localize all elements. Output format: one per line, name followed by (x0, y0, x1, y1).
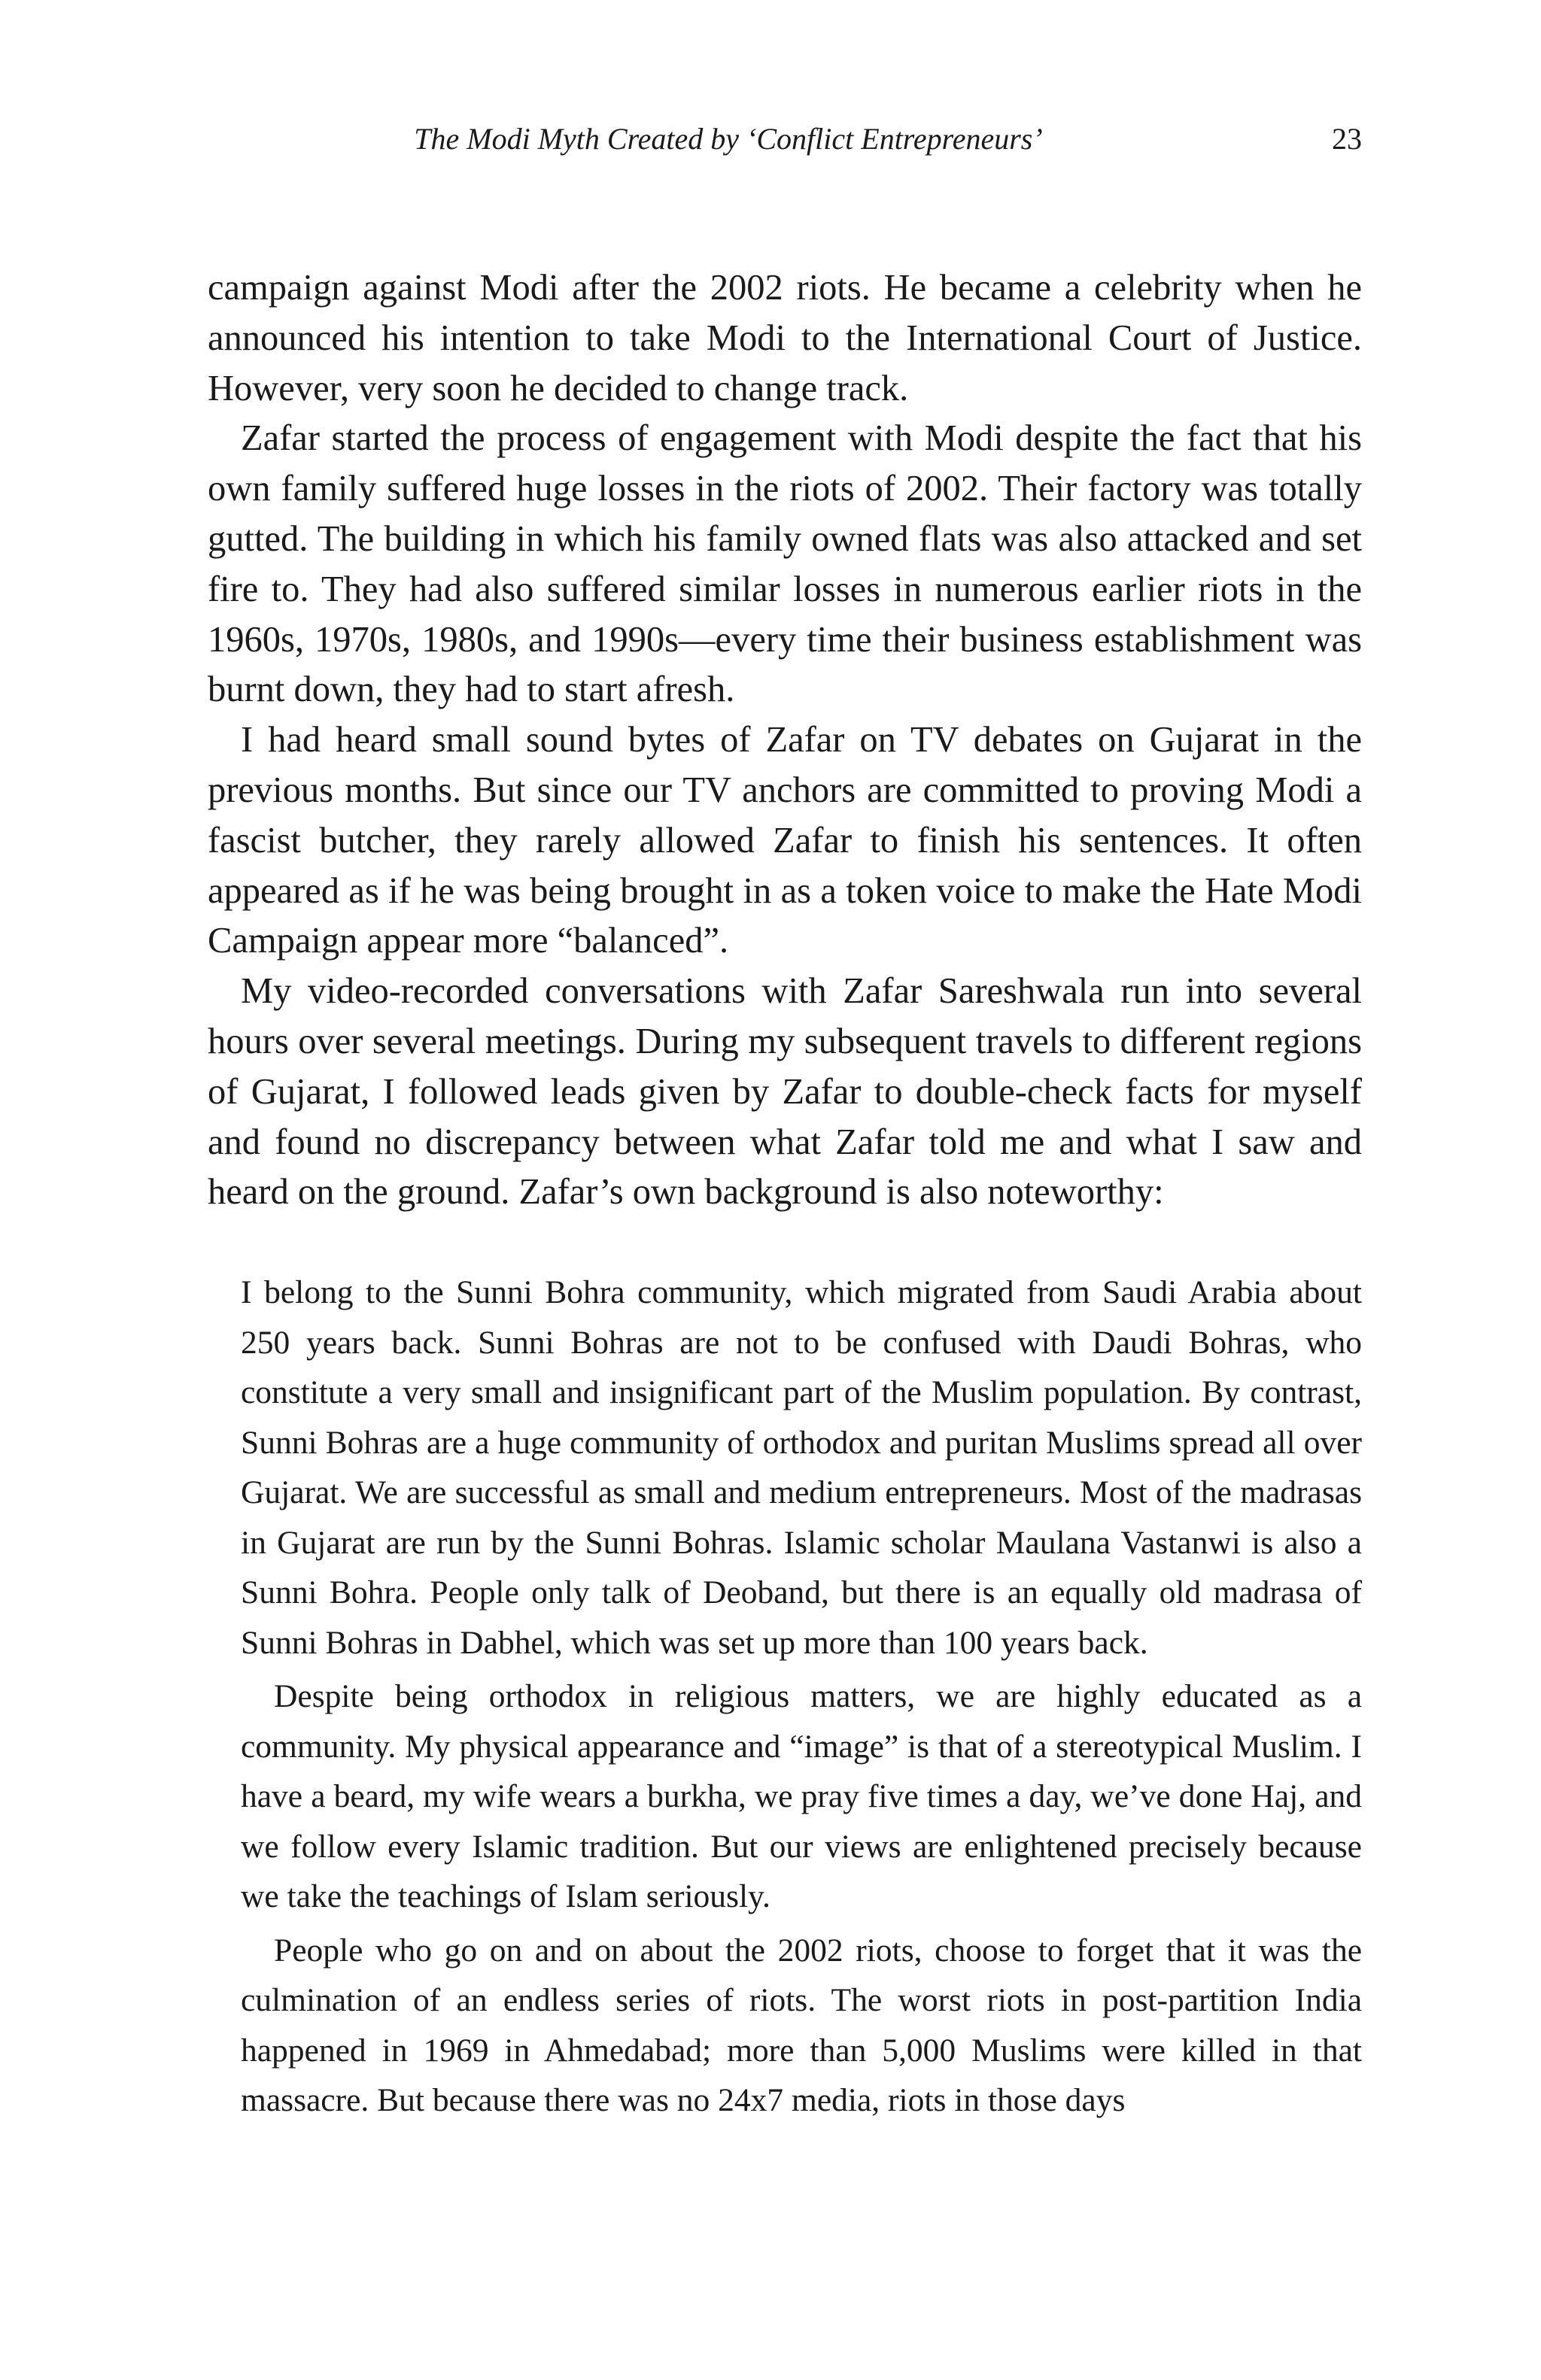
page-number: 23 (1332, 122, 1362, 156)
body-text (208, 263, 1362, 1218)
body-paragraph: Zafar started the process of engagement with Modi despite the fact that his own family suffered huge losses in the riots of 2002. Their factory was totally gutted. The building in which his family owned flats was also attacked and set fire to. They had also suffered similar losses in numerous earlier riots in the 1960s, 1970s, 1980s, and 1990s—every time their business establishment was burnt down, they had to start afresh. (208, 418, 1362, 710)
body-paragraph: campaign against Modi after the 2002 riots. He became a celebrity when he announced his intention to take Modi to the International Court of Justice. However, very soon he decided to change track. (208, 268, 1362, 408)
body-paragraph: My video-recorded conversations with Zafar Sareshwala run into several hours over several meetings. During my subsequent travels to different regions of Gujarat, I followed leads given by Zafar to double-check facts for myself and found no discrepancy between what Zafar told me and what I saw and heard on the ground. Zafar’s own background is also noteworthy: (208, 971, 1362, 1213)
quote-paragraph: People who go on and on about the 2002 riots, choose to forget that it was the culmination of an endless series of riots. The worst riots in post-partition India happened in 1969 in Ahmedabad; more than 5,000 Muslims were killed in that massacre. But because there was no 24x7 media, riots in those days (241, 1932, 1362, 2118)
block-quote (241, 1267, 1362, 2126)
running-title: The Modi Myth Created by ‘Conflict Entrepreneurs’ (414, 122, 1043, 156)
body-paragraph: I had heard small sound bytes of Zafar on TV debates on Gujarat in the previous months. But since our TV anchors are committed to proving Modi a fascist butcher, they rarely allowed Zafar to finish his sentences. It often appeared as if he was being brought in as a token voice to make the Hate Modi Campaign appear more “balanced”. (208, 720, 1362, 961)
running-head (208, 117, 1362, 162)
quote-paragraph: Despite being orthodox in religious matters, we are highly educated as a community. My physical appearance and “image” is that of a stereotypical Muslim. I have a beard, my wife wears a burkha, we pray five times a day, we’ve done Haj, and we follow every Islamic tradition. But our views are enlightened precisely because we take the teachings of Islam seriously. (241, 1678, 1362, 1914)
quote-paragraph: I belong to the Sunni Bohra community, which migrated from Saudi Arabia about 250 years back. Sunni Bohras are not to be confused with Daudi Bohras, who constitute a very small and insignificant part of the Muslim population. By contrast, Sunni Bohras are a huge community of orthodox and puritan Muslims spread all over Gujarat. We are successful as small and medium entrepreneurs. Most of the madrasas in Gujarat are run by the Sunni Bohras. Islamic scholar Maulana Vastanwi is also a Sunni Bohra. People only talk of Deoband, but there is an equally old madrasa of Sunni Bohras in Dabhel, which was set up more than 100 years back. (241, 1274, 1362, 1661)
